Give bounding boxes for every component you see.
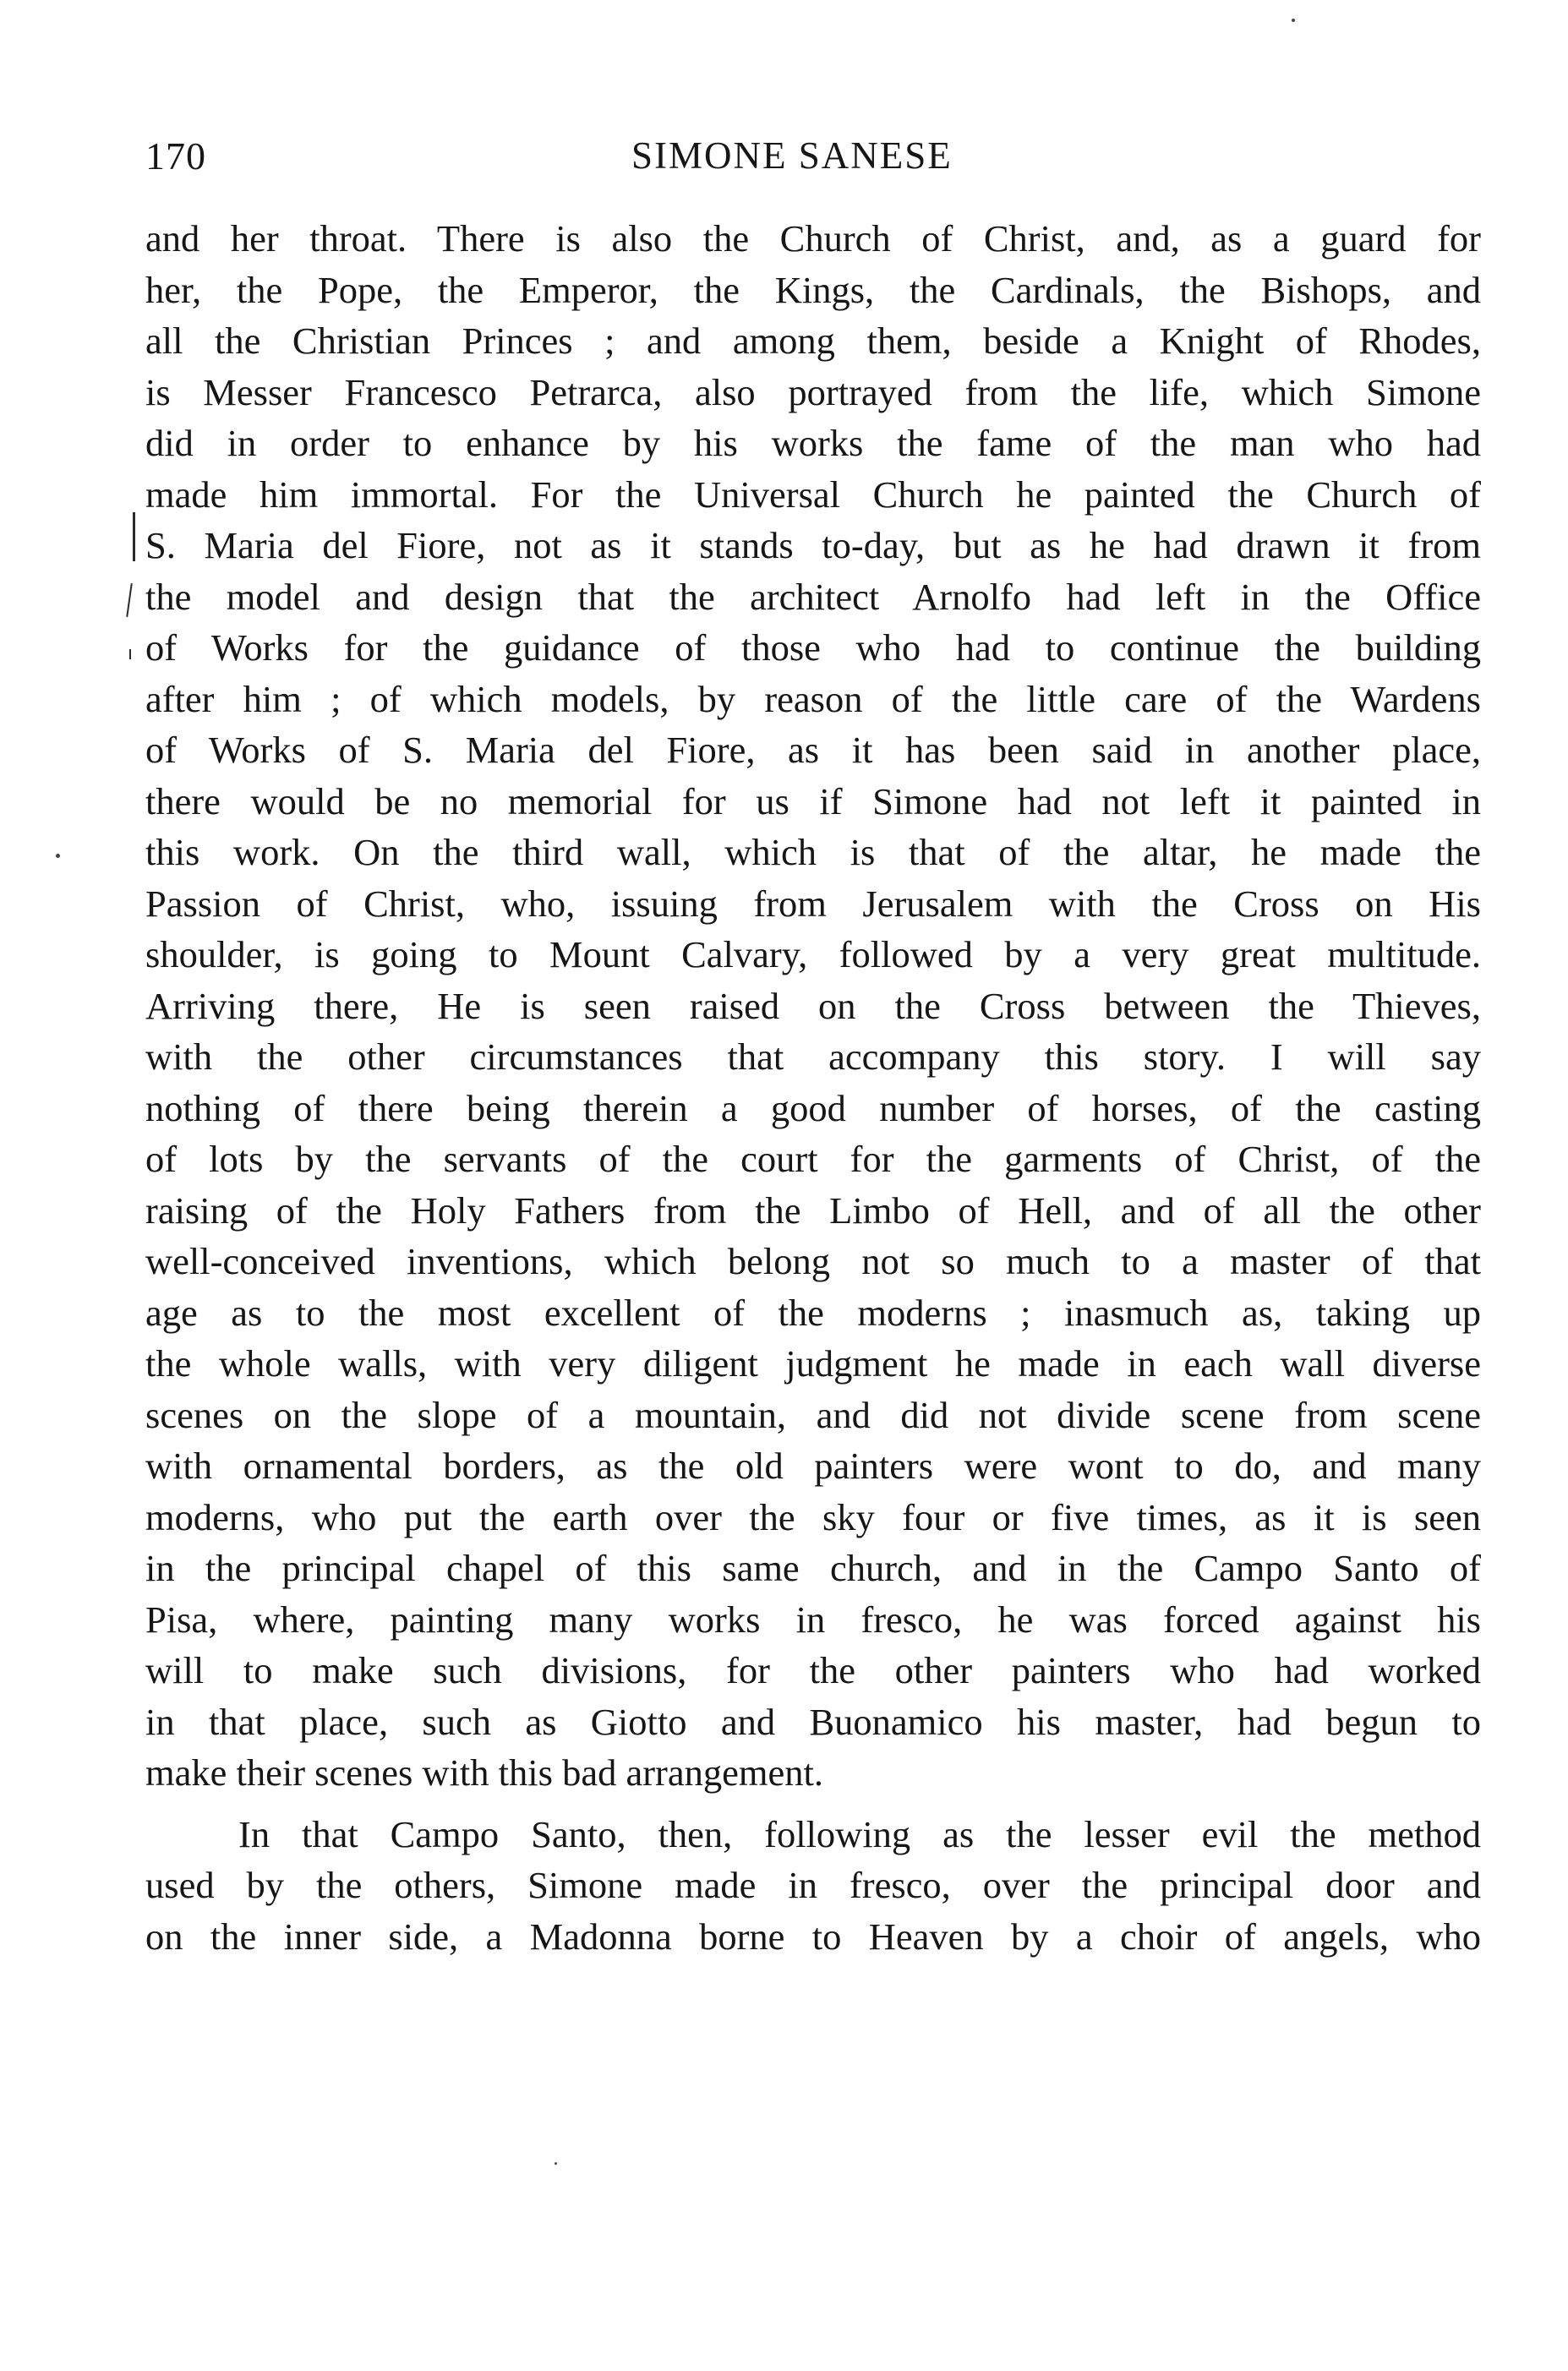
- page-number: 170: [145, 134, 206, 178]
- text-line: used by the others, Simone made in fresco, over the principal door and: [145, 1864, 1481, 1906]
- text-line: scenes on the slope of a mountain, and did not divide scene from scene: [145, 1393, 1481, 1436]
- body-text: [145, 213, 1481, 1962]
- text-line: with ornamental borders, as the old painters were wont to do, and many: [145, 1445, 1481, 1487]
- text-line: age as to the most excellent of the moderns ; inasmuch as, taking up: [145, 1291, 1481, 1334]
- margin-mark: [129, 649, 131, 659]
- text-line: In that Campo Santo, then, following as the lesser evil the method: [238, 1812, 1481, 1855]
- text-line: nothing of there being therein a good number of horses, of the casting: [145, 1086, 1481, 1129]
- text-line: S. Maria del Fiore, not as it stands to-day, but as he had drawn it from: [145, 524, 1481, 566]
- text-line: of lots by the servants of the court for the garments of Christ, of the: [145, 1138, 1481, 1180]
- text-line: Arriving there, He is seen raised on the Cross between the Thieves,: [145, 984, 1481, 1027]
- text-line: did in order to enhance by his works the fame of the man who had: [145, 422, 1481, 464]
- speck: [1292, 19, 1295, 22]
- text-line: on the inner side, a Madonna borne to Heaven by a choir of angels, who: [145, 1915, 1481, 1958]
- text-line: is Messer Francesco Petrarca, also portrayed from the life, which Simone: [145, 370, 1481, 413]
- running-title: SIMONE SANESE: [631, 134, 953, 177]
- text-line: and her throat. There is also the Church of Christ, and, as a guard for: [145, 217, 1481, 259]
- text-line: make their scenes with this bad arrangement.: [145, 1751, 823, 1794]
- running-head: [145, 134, 1568, 184]
- text-line: after him ; of which models, by reason of the little care of the Wardens: [145, 677, 1481, 720]
- margin-mark: [133, 512, 135, 561]
- text-line: Passion of Christ, who, issuing from Jerusalem with the Cross on His: [145, 882, 1481, 925]
- paragraph-gap: [145, 1799, 1481, 1809]
- speck: [56, 854, 60, 858]
- speck: [555, 2162, 557, 2165]
- text-line: this work. On the third wall, which is that of the altar, he made the: [145, 831, 1481, 873]
- text-line: in that place, such as Giotto and Buonamico his master, had begun to: [145, 1700, 1481, 1743]
- text-line: of Works of S. Maria del Fiore, as it has been said in another place,: [145, 729, 1481, 771]
- text-line: will to make such divisions, for the other painters who had worked: [145, 1649, 1481, 1691]
- text-line: Pisa, where, painting many works in fresco, he was forced against his: [145, 1598, 1481, 1641]
- text-line: the whole walls, with very diligent judgment he made in each wall diverse: [145, 1342, 1481, 1385]
- text-line: moderns, who put the earth over the sky four or five times, as it is seen: [145, 1495, 1481, 1538]
- margin-mark: [126, 583, 133, 617]
- text-line: there would be no memorial for us if Simone had not left it painted in: [145, 779, 1481, 822]
- text-line: all the Christian Princes ; and among them, beside a Knight of Rhodes,: [145, 320, 1481, 362]
- text-line: shoulder, is going to Mount Calvary, followed by a very great multitude.: [145, 933, 1481, 975]
- paragraph-1: [145, 213, 1481, 1799]
- text-line: the model and design that the architect Arnolfo had left in the Office: [145, 575, 1481, 618]
- paragraph-2: [145, 1809, 1481, 1963]
- text-line: in the principal chapel of this same church, and in the Campo Santo of: [145, 1547, 1481, 1589]
- text-line: with the other circumstances that accompany this story. I will say: [145, 1035, 1481, 1078]
- text-line: made him immortal. For the Universal Church he painted the Church of: [145, 473, 1481, 516]
- text-line: her, the Pope, the Emperor, the Kings, the Cardinals, the Bishops, and: [145, 268, 1481, 311]
- text-line: of Works for the guidance of those who had to continue the building: [145, 626, 1481, 669]
- text-line: well-conceived inventions, which belong not so much to a master of that: [145, 1240, 1481, 1282]
- text-line: raising of the Holy Fathers from the Limbo of Hell, and of all the other: [145, 1188, 1481, 1232]
